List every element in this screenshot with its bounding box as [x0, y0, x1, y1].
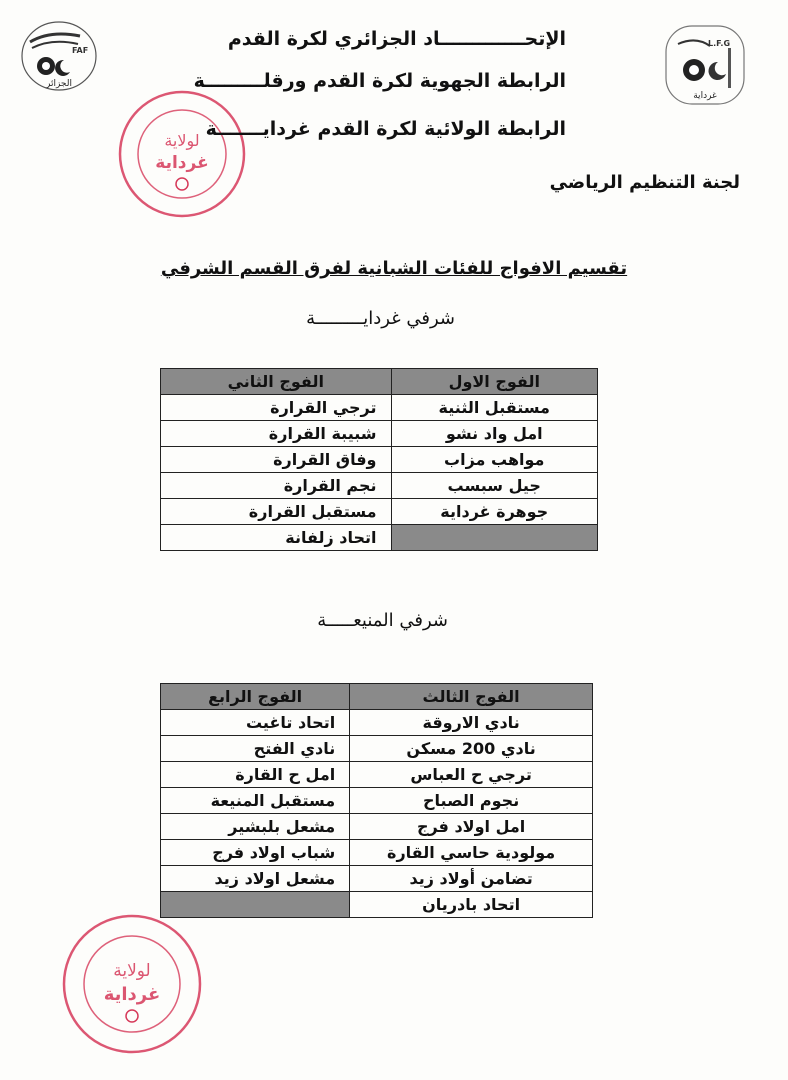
- table-row: [161, 736, 593, 762]
- table-row: [161, 447, 598, 473]
- team-cell: نجوم الصباح: [350, 788, 593, 814]
- league-stamp-bottom: [60, 912, 204, 1056]
- header-regional-league: الرابطة الجهوية لكرة القدم ورقلـــــــــة: [193, 70, 566, 92]
- team-cell: مستقبل القرارة: [161, 499, 392, 525]
- team-cell: شبيبة القرارة: [161, 421, 392, 447]
- document-title: تقسيم الافواج للفئات الشبانية لفرق القسم الشرفي: [160, 258, 628, 279]
- league-stamp-top: [116, 88, 248, 220]
- stamp-top-line1: لولاية: [164, 131, 200, 150]
- section-title-meniaa: شرفي المنيعـــــة: [317, 610, 448, 631]
- team-cell: وفاق القرارة: [161, 447, 392, 473]
- team-cell: مستقبل المنيعة: [161, 788, 350, 814]
- header-federation: الإتحـــــــــــــاد الجزائري لكرة القدم: [227, 28, 566, 50]
- team-cell: امل واد نشو: [391, 421, 598, 447]
- lfg-logo-caption: غرداية: [693, 91, 717, 101]
- team-cell: اتحاد زلفانة: [161, 525, 392, 551]
- section-title-ghardaia: شرفي غردايـــــــــة: [306, 308, 455, 329]
- table-row: [161, 421, 598, 447]
- groups-table-meniaa: [160, 683, 593, 918]
- team-cell: مستقبل الثنية: [391, 395, 598, 421]
- committee-name: لجنة التنظيم الرياضي: [549, 172, 740, 193]
- team-cell: نادي الاروقة: [350, 710, 593, 736]
- team-cell: تضامن أولاد زيد: [350, 866, 593, 892]
- header-group-3: الفوج الثالث: [350, 684, 593, 710]
- table-row: [161, 866, 593, 892]
- table-header-row: [161, 684, 593, 710]
- team-cell: نجم القرارة: [161, 473, 392, 499]
- team-cell: ترجي ح العباس: [350, 762, 593, 788]
- team-cell: نادي 200 مسكن: [350, 736, 593, 762]
- team-cell: مواهب مزاب: [391, 447, 598, 473]
- table-row: [161, 788, 593, 814]
- team-cell: جيل سبسب: [391, 473, 598, 499]
- table-row: [161, 840, 593, 866]
- team-cell: شباب اولاد فرج: [161, 840, 350, 866]
- header-wilaya-league: الرابطة الولائية لكرة القدم غردايـــــــة: [205, 118, 566, 140]
- header-group-2: الفوج الثاني: [161, 369, 392, 395]
- table-header-row: [161, 369, 598, 395]
- table-row: [161, 473, 598, 499]
- faf-logo: [20, 20, 98, 92]
- table-row: [161, 395, 598, 421]
- team-cell: نادي الفتح: [161, 736, 350, 762]
- faf-logo-caption: الجزائر: [46, 79, 72, 89]
- team-cell: اتحاد تاغيت: [161, 710, 350, 736]
- team-cell: مشعل اولاد زيد: [161, 866, 350, 892]
- header-group-4: الفوج الرابع: [161, 684, 350, 710]
- stamp-bottom-line1: لولاية: [113, 961, 151, 981]
- groups-table-ghardaia: [160, 368, 598, 551]
- lfg-logo-mark: L.F.G: [708, 39, 731, 48]
- team-cell: امل اولاد فرج: [350, 814, 593, 840]
- empty-cell: [161, 892, 350, 918]
- table-row: [161, 525, 598, 551]
- stamp-top-line2: غرداية: [155, 153, 209, 173]
- table-row: [161, 892, 593, 918]
- table-row: [161, 762, 593, 788]
- team-cell: اتحاد بادريان: [350, 892, 593, 918]
- team-cell: مشعل بلبشير: [161, 814, 350, 840]
- table-row: [161, 710, 593, 736]
- team-cell: مولودية حاسي القارة: [350, 840, 593, 866]
- team-cell: جوهرة غرداية: [391, 499, 598, 525]
- faf-logo-mark: FAF: [72, 46, 89, 55]
- lfg-logo: [664, 24, 746, 106]
- table-row: [161, 499, 598, 525]
- stamp-bottom-line2: غرداية: [103, 984, 161, 1005]
- table-row: [161, 814, 593, 840]
- empty-cell: [391, 525, 598, 551]
- header-group-1: الفوج الاول: [391, 369, 598, 395]
- team-cell: ترجي القرارة: [161, 395, 392, 421]
- team-cell: امل ح القارة: [161, 762, 350, 788]
